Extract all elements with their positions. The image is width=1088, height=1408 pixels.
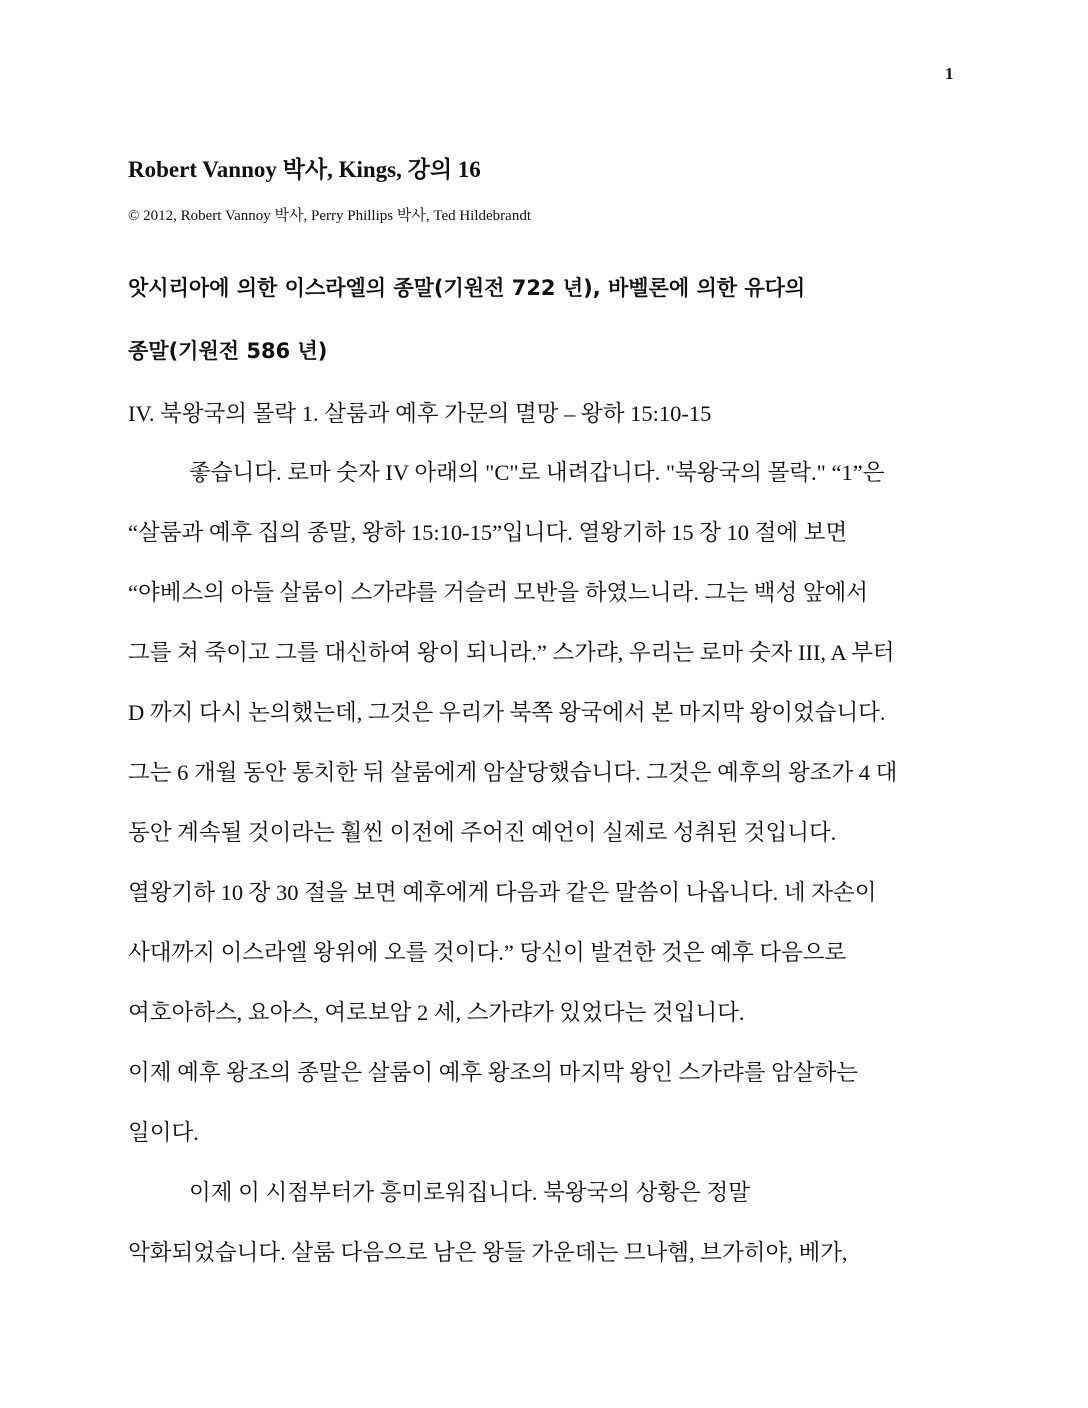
paragraph-line: 일이다. bbox=[128, 1120, 199, 1145]
paragraph-line: “살룸과 예후 집의 종말, 왕하 15:10-15”입니다. 열왕기하 15 장 10 절에 보면 bbox=[128, 520, 848, 545]
paragraph-line: 여호아하스, 요아스, 여로보암 2 세, 스가랴가 있었다는 것입니다. bbox=[128, 1000, 745, 1025]
paragraph-line: D 까지 다시 논의했는데, 그것은 우리가 북쪽 왕국에서 본 마지막 왕이었습니다. bbox=[128, 700, 886, 725]
paragraph-line: 사대까지 이스라엘 왕위에 오를 것이다.” 당신이 발견한 것은 예후 다음으로 bbox=[128, 940, 847, 965]
copyright-line: © 2012, Robert Vannoy 박사, Perry Phillips 박사, Ted Hildebrandt bbox=[128, 208, 531, 224]
paragraph-line: 이제 이 시점부터가 흥미로워집니다. 북왕국의 상황은 정말 bbox=[189, 1180, 751, 1205]
paragraph-line: 그는 6 개월 동안 통치한 뒤 살룸에게 암살당했습니다. 그것은 예후의 왕조가 4 대 bbox=[128, 760, 898, 785]
heading-line-1: 앗시리아에 의한 이스라엘의 종말(기원전 722 년), 바벨론에 의한 유다의 bbox=[128, 276, 806, 300]
paragraph-line: “야베스의 아들 살룸이 스가랴를 거슬러 모반을 하였느니라. 그는 백성 앞에서 bbox=[128, 580, 869, 605]
paragraph-line: 열왕기하 10 장 30 절을 보면 예후에게 다음과 같은 말씀이 나옵니다. 네 자손이 bbox=[128, 880, 877, 905]
section-heading: IV. 북왕국의 몰락 1. 살룸과 예후 가문의 멸망 – 왕하 15:10-15 bbox=[128, 401, 712, 426]
paragraph-line: 동안 계속될 것이라는 훨씬 이전에 주어진 예언이 실제로 성취된 것입니다. bbox=[128, 820, 837, 845]
paragraph-line: 악화되었습니다. 살룸 다음으로 남은 왕들 가운데는 므나헴, 브가히야, 베가, bbox=[128, 1240, 848, 1265]
document-title: Robert Vannoy 박사, Kings, 강의 16 bbox=[128, 157, 481, 182]
heading-line-2: 종말(기원전 586 년) bbox=[128, 339, 328, 363]
paragraph-line: 좋습니다. 로마 숫자 IV 아래의 "C"로 내려갑니다. "북왕국의 몰락." “1”은 bbox=[189, 460, 885, 485]
paragraph-line: 그를 쳐 죽이고 그를 대신하여 왕이 되니라.” 스가랴, 우리는 로마 숫자 III, A 부터 bbox=[128, 640, 895, 665]
paragraph-line: 이제 예후 왕조의 종말은 살룸이 예후 왕조의 마지막 왕인 스가랴를 암살하는 bbox=[128, 1060, 859, 1085]
page-number: 1 bbox=[945, 64, 954, 83]
